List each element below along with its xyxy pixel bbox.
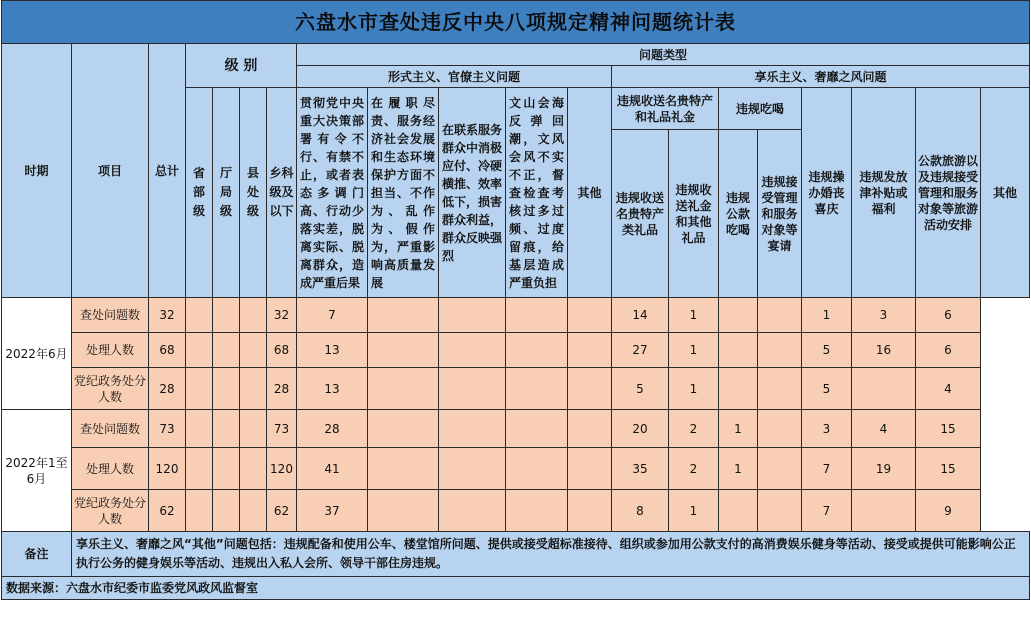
cell: 1	[669, 368, 719, 410]
cell	[852, 490, 916, 532]
cell: 62	[267, 490, 297, 532]
header-formalism: 形式主义、官僚主义问题	[297, 66, 612, 88]
cell	[186, 368, 213, 410]
header-dining-public: 违规公款吃喝	[719, 130, 758, 298]
cell	[213, 298, 240, 333]
cell: 13	[297, 368, 368, 410]
cell	[240, 298, 267, 333]
cell: 6	[916, 298, 981, 333]
header-dining-group: 违规吃喝	[719, 88, 802, 130]
cell: 4	[852, 410, 916, 448]
header-item: 项目	[72, 44, 149, 298]
cell: 32	[267, 298, 297, 333]
stat-table	[1, 0, 1030, 600]
cell: 120	[149, 448, 186, 490]
cell: 16	[852, 333, 916, 368]
cell: 27	[612, 333, 669, 368]
cell	[213, 410, 240, 448]
cell: 15	[916, 410, 981, 448]
cell	[368, 333, 439, 368]
cell: 28	[297, 410, 368, 448]
cell: 3	[852, 298, 916, 333]
cell: 1	[669, 490, 719, 532]
cell: 41	[297, 448, 368, 490]
cell	[439, 298, 506, 333]
cell	[719, 298, 758, 333]
cell	[758, 448, 802, 490]
cell	[240, 368, 267, 410]
cell	[368, 368, 439, 410]
cell	[568, 333, 612, 368]
row-item: 查处问题数	[72, 298, 149, 333]
cell: 32	[149, 298, 186, 333]
header-level-provincial: 省部级	[186, 88, 213, 298]
cell: 8	[612, 490, 669, 532]
cell	[213, 368, 240, 410]
cell	[758, 410, 802, 448]
cell: 19	[852, 448, 916, 490]
row-item: 处理人数	[72, 333, 149, 368]
cell	[758, 298, 802, 333]
header-formalism-col-4: 文山会海反弹回潮，文风会风不实不正，督查检查考核过多过频、过度留痕，给基层造成严重负担	[506, 88, 568, 298]
cell	[568, 490, 612, 532]
cell: 15	[916, 448, 981, 490]
cell	[758, 368, 802, 410]
cell	[213, 448, 240, 490]
cell	[186, 448, 213, 490]
header-hedonism: 享乐主义、奢靡之风问题	[612, 66, 1030, 88]
cell: 2	[669, 410, 719, 448]
cell	[568, 448, 612, 490]
note-label: 备注	[2, 532, 72, 577]
cell: 6	[916, 333, 981, 368]
row-item: 处理人数	[72, 448, 149, 490]
table-row	[2, 368, 1030, 410]
cell: 9	[916, 490, 981, 532]
header-period: 时期	[2, 44, 72, 298]
cell	[439, 333, 506, 368]
cell	[368, 410, 439, 448]
table-row	[2, 448, 1030, 490]
period-label: 2022年1至6月	[2, 410, 72, 532]
cell: 1	[719, 448, 758, 490]
cell: 5	[802, 368, 852, 410]
row-item: 党纪政务处分人数	[72, 368, 149, 410]
cell	[186, 490, 213, 532]
cell: 37	[297, 490, 368, 532]
cell	[506, 368, 568, 410]
table-row	[2, 410, 1030, 448]
header-level-bureau: 厅局级	[213, 88, 240, 298]
table-row	[2, 490, 1030, 532]
row-item: 党纪政务处分人数	[72, 490, 149, 532]
header-total: 总计	[149, 44, 186, 298]
header-level-township: 乡科级及以下	[267, 88, 297, 298]
header-hedonism-other: 其他	[981, 88, 1030, 298]
cell	[719, 333, 758, 368]
table-title: 六盘水市查处违反中央八项规定精神问题统计表	[2, 1, 1030, 44]
cell: 5	[802, 333, 852, 368]
cell	[506, 448, 568, 490]
cell	[439, 490, 506, 532]
cell: 120	[267, 448, 297, 490]
cell	[240, 490, 267, 532]
cell	[719, 368, 758, 410]
row-item: 查处问题数	[72, 410, 149, 448]
header-hedonism-wedding: 违规操办婚丧喜庆	[802, 88, 852, 298]
cell: 1	[669, 333, 719, 368]
cell: 7	[802, 448, 852, 490]
cell	[758, 333, 802, 368]
cell	[186, 298, 213, 333]
header-formalism-col-3: 在联系服务群众中消极应付、冷硬横推、效率低下，损害群众利益，群众反映强烈	[439, 88, 506, 298]
cell	[213, 333, 240, 368]
cell	[568, 298, 612, 333]
cell: 4	[916, 368, 981, 410]
header-level-county: 县处级	[240, 88, 267, 298]
cell	[758, 490, 802, 532]
cell: 13	[297, 333, 368, 368]
cell: 2	[669, 448, 719, 490]
cell: 28	[267, 368, 297, 410]
cell	[439, 448, 506, 490]
header-dining-banquet: 违规接受管理和服务对象等宴请	[758, 130, 802, 298]
header-gift-specialty: 违规收送名贵特产类礼品	[612, 130, 669, 298]
cell	[506, 490, 568, 532]
header-formalism-other: 其他	[568, 88, 612, 298]
header-problem-type: 问题类型	[297, 44, 1030, 66]
cell	[368, 490, 439, 532]
cell: 7	[802, 490, 852, 532]
data-source: 数据来源：六盘水市纪委市监委党风政风监督室	[2, 577, 1030, 600]
header-formalism-col-2: 在履职尽责、服务经济社会发展和生态环境保护方面不担当、不作为、乱作为、假作为，严重影响高质量发展	[368, 88, 439, 298]
header-hedonism-subsidy: 违规发放津补贴或福利	[852, 88, 916, 298]
cell	[186, 333, 213, 368]
note-text: 享乐主义、奢靡之风“其他”问题包括：违规配备和使用公车、楼堂馆所问题、提供或接受超标准接待、组织或参加用公款支付的高消费娱乐健身等活动、接受或提供可能影响公正执行公务的健身娱乐等活动、违规出入私人会所、领导干部住房违规。	[72, 532, 1030, 577]
cell	[439, 410, 506, 448]
header-gift-cash: 违规收送礼金和其他礼品	[669, 130, 719, 298]
cell	[368, 298, 439, 333]
cell	[368, 448, 439, 490]
cell: 3	[802, 410, 852, 448]
table-row	[2, 333, 1030, 368]
header-level: 级 别	[186, 44, 297, 88]
cell	[240, 333, 267, 368]
cell	[852, 368, 916, 410]
cell: 35	[612, 448, 669, 490]
cell	[568, 410, 612, 448]
cell	[213, 490, 240, 532]
cell	[240, 448, 267, 490]
cell: 1	[802, 298, 852, 333]
cell	[439, 368, 506, 410]
period-label: 2022年6月	[2, 298, 72, 410]
cell	[186, 410, 213, 448]
cell: 62	[149, 490, 186, 532]
header-hedonism-tourism: 公款旅游以及违规接受管理和服务对象等旅游活动安排	[916, 88, 981, 298]
cell: 5	[612, 368, 669, 410]
table-row	[2, 298, 1030, 333]
cell: 1	[669, 298, 719, 333]
cell	[240, 410, 267, 448]
header-gift-group: 违规收送名贵特产和礼品礼金	[612, 88, 719, 130]
cell	[506, 333, 568, 368]
cell: 73	[149, 410, 186, 448]
cell: 1	[719, 410, 758, 448]
cell: 7	[297, 298, 368, 333]
cell	[719, 490, 758, 532]
cell: 68	[149, 333, 186, 368]
header-formalism-col-1: 贯彻党中央重大决策部署有令不行、有禁不止，或者表态多调门高、行动少落实差，脱离实际、脱离群众，造成严重后果	[297, 88, 368, 298]
cell	[506, 298, 568, 333]
cell: 20	[612, 410, 669, 448]
cell	[568, 368, 612, 410]
cell: 68	[267, 333, 297, 368]
cell: 14	[612, 298, 669, 333]
cell	[506, 410, 568, 448]
cell: 73	[267, 410, 297, 448]
cell: 28	[149, 368, 186, 410]
